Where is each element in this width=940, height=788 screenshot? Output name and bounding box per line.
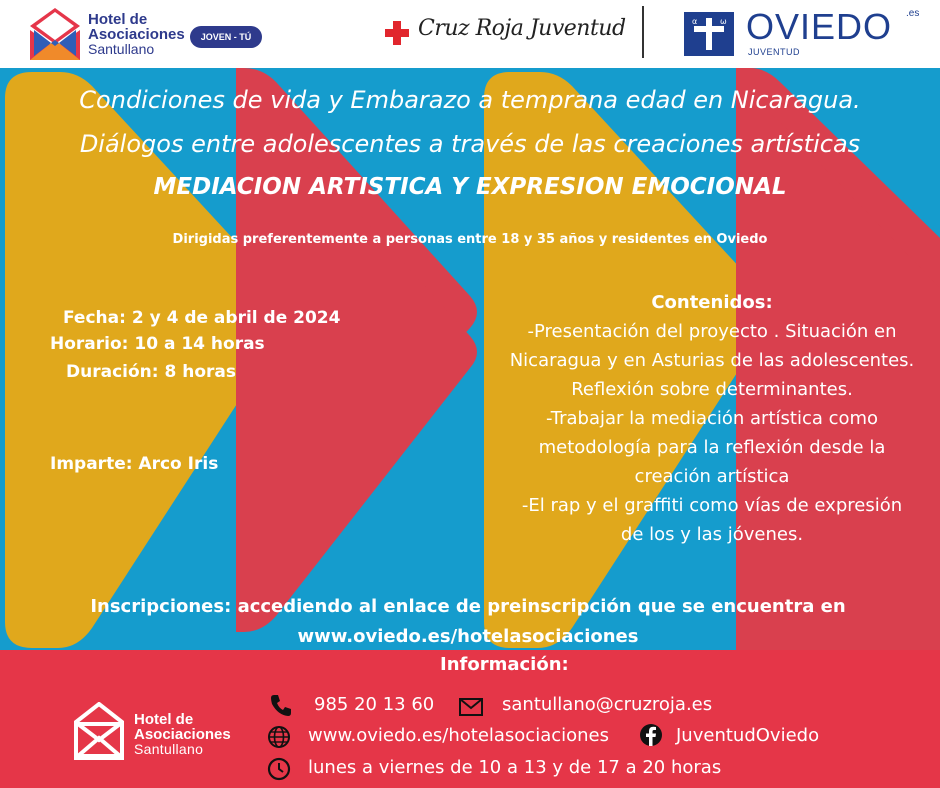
email-address[interactable]: santullano@cruzroja.es bbox=[502, 694, 713, 715]
title-line-1: Condiciones de vida y Embarazo a temprana edad en Nicaragua. bbox=[79, 86, 861, 114]
footer-info bbox=[0, 650, 940, 788]
website-link[interactable]: www.oviedo.es/hotelasociaciones bbox=[308, 725, 610, 746]
audience-subtitle: Dirigidas preferentemente a personas entre 18 y 35 años y residentes en Oviedo bbox=[172, 232, 768, 247]
hotel-brand-text bbox=[88, 12, 185, 57]
joven-tu-badge: JOVEN - TÚ bbox=[190, 26, 262, 48]
opening-hours: lunes a viernes de 10 a 13 y de 17 a 20 horas bbox=[308, 757, 722, 778]
event-instructor: Imparte: Arco Iris bbox=[50, 454, 219, 474]
svg-text:ω: ω bbox=[720, 17, 727, 26]
hotel-asociaciones-logo-icon bbox=[28, 6, 82, 62]
phone-number[interactable]: 985 20 13 60 bbox=[314, 694, 435, 715]
contents-block bbox=[478, 288, 940, 549]
registration-link[interactable]: www.oviedo.es/hotelasociaciones bbox=[297, 626, 639, 647]
hotel-asociaciones-white-logo-icon bbox=[74, 702, 124, 760]
footer-hotel-line3: Santullano bbox=[134, 741, 204, 757]
svg-text:α: α bbox=[692, 17, 698, 26]
contents-heading: Contenidos: bbox=[651, 292, 773, 313]
footer-hotel-brand-text bbox=[134, 712, 231, 757]
facebook-handle[interactable]: JuventudOviedo bbox=[676, 725, 820, 746]
contents-line: creación artística bbox=[634, 466, 790, 487]
event-duration: Duración: 8 horas bbox=[66, 362, 236, 382]
hotel-line1: Hotel de bbox=[88, 11, 148, 28]
event-schedule: Horario: 10 a 14 horas bbox=[50, 334, 265, 354]
contents-line: Reflexión sobre determinantes. bbox=[571, 379, 853, 400]
oviedo-logo-text: OVIEDO bbox=[746, 6, 893, 47]
contents-line: metodología para la reflexión desde la bbox=[538, 437, 886, 458]
main-poster-area bbox=[0, 68, 940, 650]
header bbox=[0, 0, 940, 68]
oviedo-shield-icon bbox=[684, 12, 734, 56]
header-divider bbox=[642, 6, 644, 58]
footer-hotel-line2: Asociaciones bbox=[134, 726, 231, 743]
cruz-roja-juventud-logo: Cruz Roja Juventud bbox=[418, 16, 626, 41]
facebook-icon bbox=[638, 722, 664, 748]
contents-line: -Presentación del proyecto . Situación en bbox=[527, 321, 897, 342]
event-date: Fecha: 2 y 4 de abril de 2024 bbox=[63, 308, 341, 328]
registration-text: Inscripciones: accediendo al enlace de preinscripción que se encuentra en bbox=[90, 596, 846, 617]
contents-line: -Trabajar la mediación artística como bbox=[545, 408, 879, 429]
contents-line: -El rap y el graffiti como vías de expresión bbox=[521, 495, 903, 516]
hotel-line3: Santullano bbox=[88, 41, 155, 57]
phone-icon bbox=[268, 692, 294, 718]
globe-icon bbox=[266, 724, 292, 750]
clock-icon bbox=[266, 756, 292, 782]
footer-hotel-line1: Hotel de bbox=[134, 711, 194, 728]
hotel-line2: Asociaciones bbox=[88, 26, 185, 43]
red-cross-icon bbox=[384, 20, 410, 46]
contents-line: Nicaragua y en Asturias de las adolescentes. bbox=[509, 350, 915, 371]
oviedo-juventud-label: JUVENTUD bbox=[748, 47, 801, 57]
contents-line: de los y las jóvenes. bbox=[620, 524, 804, 545]
email-icon bbox=[458, 694, 484, 720]
title-line-2: Diálogos entre adolescentes a través de las creaciones artísticas bbox=[79, 130, 861, 158]
title-line-3: MEDIACION ARTISTICA Y EXPRESION EMOCIONAL bbox=[153, 174, 787, 200]
oviedo-es-suffix: .es bbox=[906, 8, 920, 19]
info-heading: Información: bbox=[440, 654, 569, 675]
